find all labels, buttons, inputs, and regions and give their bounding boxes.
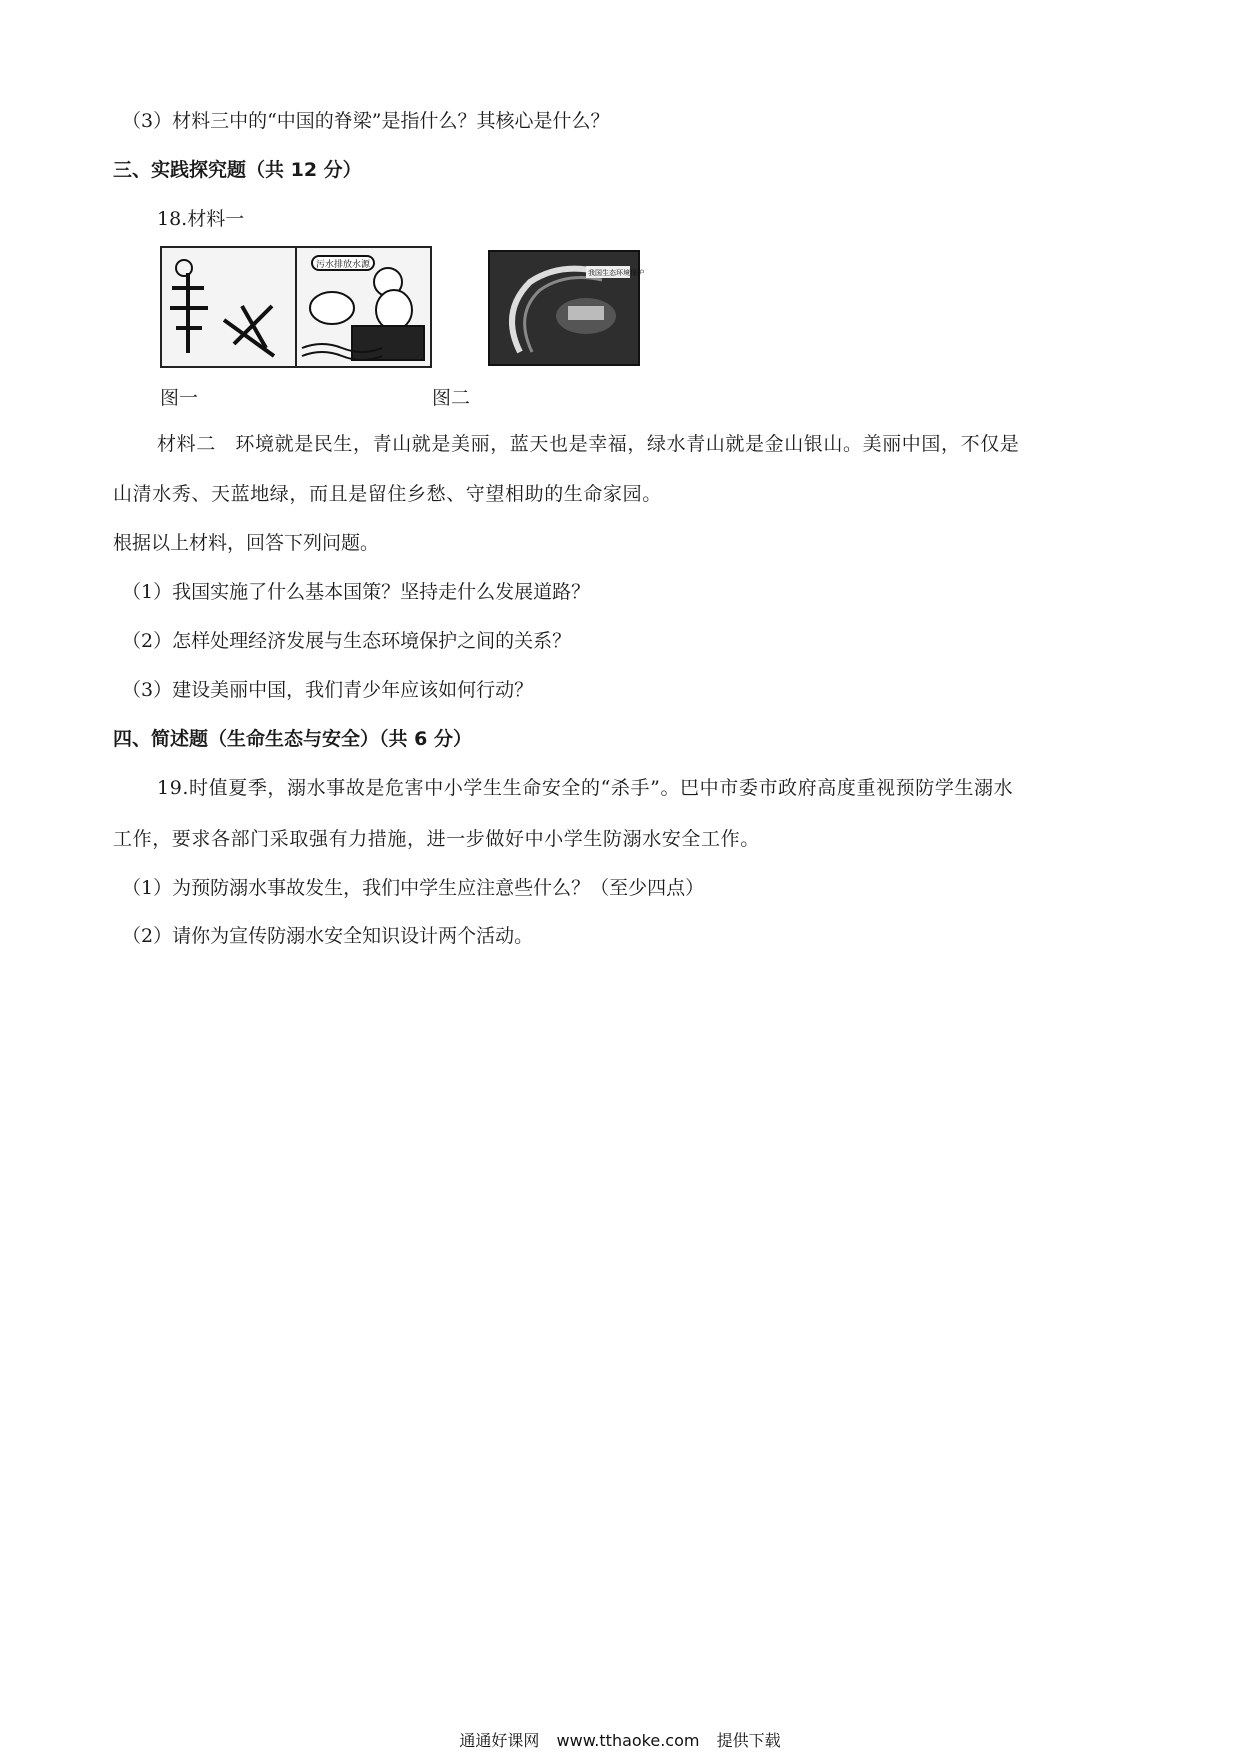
q19-line2: 工作，要求各部门采取强有力措施，进一步做好中小学生防溺水安全工作。 xyxy=(113,828,760,850)
material2-line1: 材料二 环境就是民生，青山就是美丽，蓝天也是幸福，绿水青山就是金山银山。美丽中国，不仅是 xyxy=(157,433,1020,455)
instruction: 根据以上材料，回答下列问题。 xyxy=(113,532,380,554)
figure-one-cartoon xyxy=(160,246,432,368)
figure-one-caption: 图一 xyxy=(160,387,199,409)
q18-label: 18.材料一 xyxy=(157,208,245,230)
cartoon-illustration xyxy=(162,248,430,366)
q19-line1: 19.时值夏季，溺水事故是危害中小学生生命安全的“杀手”。巴中市委市政府高度重视预防学生溺水 xyxy=(157,777,1014,799)
photo-illustration xyxy=(490,252,644,364)
q18-sub1: （1）我国实施了什么基本国策？坚持走什么发展道路？ xyxy=(122,581,591,603)
photo-label-text: 我国生态环境保护 xyxy=(588,269,644,277)
section4-heading: 四、简述题（生命生态与安全）（共 6 分） xyxy=(113,728,472,750)
section3-heading: 三、实践探究题（共 12 分） xyxy=(113,159,362,181)
cartoon-speech-text: 污水排放水源 xyxy=(316,260,371,270)
q17-sub3: （3）材料三中的“中国的脊梁”是指什么？其核心是什么？ xyxy=(122,110,610,132)
q19-sub2: （2）请你为宣传防溺水安全知识设计两个活动。 xyxy=(122,925,534,947)
q19-sub1: （1）为预防溺水事故发生，我们中学生应注意些什么？（至少四点） xyxy=(122,877,705,899)
q18-sub2: （2）怎样处理经济发展与生态环境保护之间的关系？ xyxy=(122,630,572,652)
figure-two-caption: 图二 xyxy=(432,387,471,409)
footer-note: 提供下载 xyxy=(716,1731,781,1750)
material2-line2: 山清水秀、天蓝地绿，而且是留住乡愁、守望相助的生命家园。 xyxy=(113,483,662,505)
footer-site-name: 通通好课网 xyxy=(459,1731,540,1750)
q18-sub3: （3）建设美丽中国，我们青少年应该如何行动？ xyxy=(122,679,534,701)
figure-two-image xyxy=(488,250,644,366)
footer-url[interactable]: www.tthaoke.com xyxy=(556,1731,700,1750)
page-footer xyxy=(0,1728,1240,1751)
